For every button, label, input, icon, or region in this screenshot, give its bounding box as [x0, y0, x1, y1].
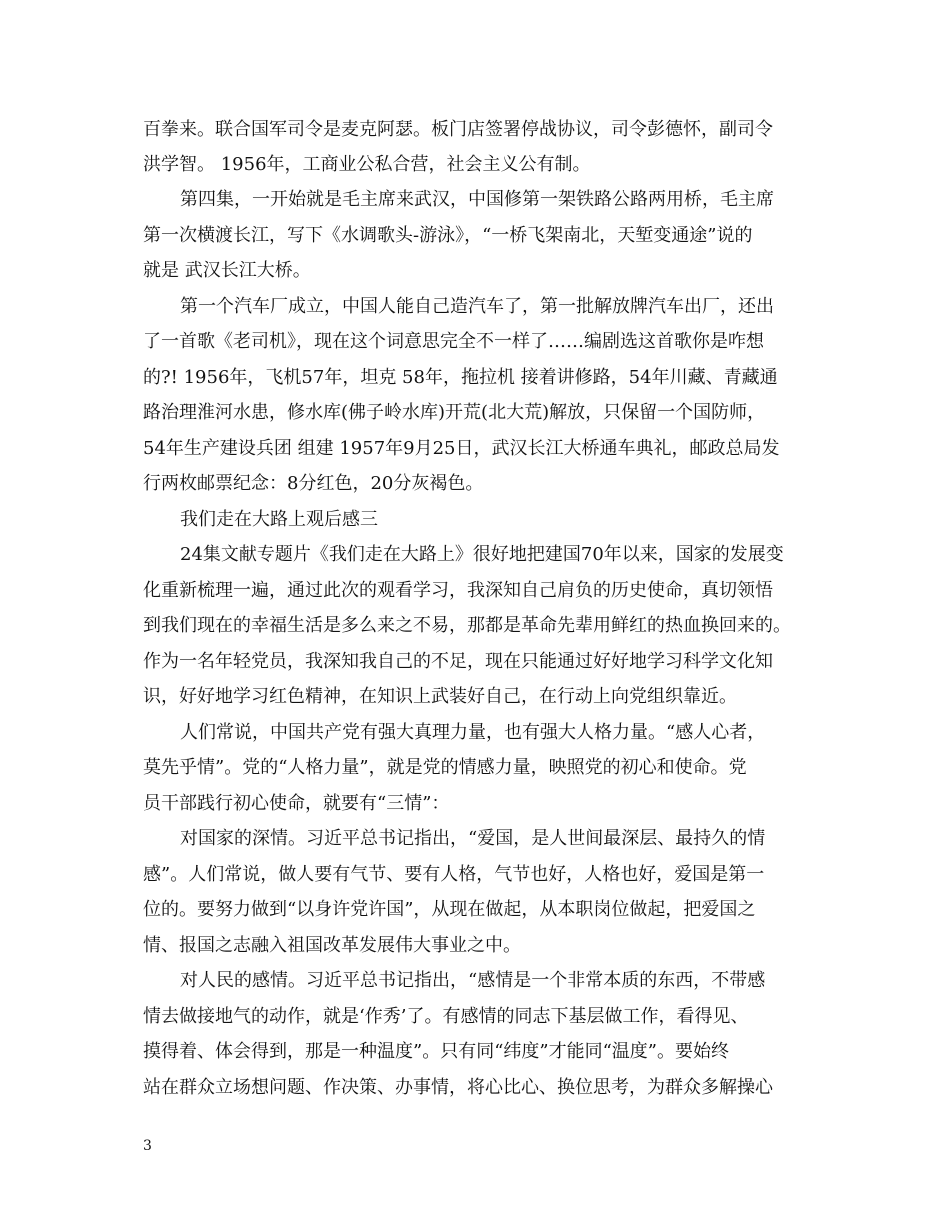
text-line: 54年生产建设兵团 组建 1957年9月25日，武汉长江大桥通车典礼，邮政总局发: [143, 438, 780, 459]
text-line: 到我们现在的幸福生活是多么来之不易，那都是革命先辈用鲜红的热血换回来的。: [143, 615, 791, 636]
text-line: 员干部践行初心使命，就要有“三情”：: [143, 793, 450, 814]
text-line: 行两枚邮票纪念：8分红色，20分灰褐色。: [143, 473, 484, 494]
text-line: 的?! 1956年，飞机57年，坦克 58年，拖拉机 接着讲修路，54年川藏、青藏通: [143, 367, 778, 388]
text-line: 洪学智。 1956年，工商业公私合营，社会主义公有制。: [143, 154, 591, 175]
text-line: 路治理淮河水患，修水库(佛子岭水库)开荒(北大荒)解放，只保留一个国防师，: [143, 402, 766, 423]
paragraph-start: 第一个汽车厂成立，中国人能自己造汽车了，第一批解放牌汽车出厂，还出: [180, 296, 774, 317]
text-line: 感”。人们常说，做人要有气节、要有人格，气节也好，人格也好，爱国是第一: [143, 864, 765, 885]
paragraph-start: 对人民的感情。习近平总书记指出，“感情是一个非常本质的东西，不带感: [180, 970, 766, 991]
text-line: 情、报国之志融入祖国改革发展伟大事业之中。: [143, 935, 521, 956]
text-line: 位的。要努力做到“以身许党许国”，从现在做起，从本职岗位做起，把爱国之: [143, 899, 756, 920]
text-line: 作为一名年轻党员，我深知我自己的不足，现在只能通过好好地学习科学文化知: [143, 651, 773, 672]
text-line: 情去做接地气的动作，就是‘作秀’了。有感情的同志下基层做工作，看得见、: [143, 1006, 749, 1027]
text-line: 就是 武汉长江大桥。: [143, 260, 311, 281]
text-line: 百拳来。联合国军司令是麦克阿瑟。板门店签署停战协议，司令彭德怀，副司令: [143, 119, 773, 140]
text-line: 化重新梳理一遍，通过此次的观看学习，我深知自己肩负的历史使命，真切领悟: [143, 580, 773, 601]
text-line: 了一首歌《老司机》，现在这个词意思完全不一样了……编剧选这首歌你是咋想: [143, 331, 764, 352]
paragraph-start: 第四集，一开始就是毛主席来武汉，中国修第一架铁路公路两用桥，毛主席: [180, 189, 774, 210]
text-line: 站在群众立场想问题、作决策、办事情，将心比心、换位思考，为群众多解操心: [143, 1077, 773, 1098]
section-heading: 我们走在大路上观后感三: [180, 509, 378, 530]
text-line: 莫先乎情”。党的“人格力量”，就是党的情感力量，映照党的初心和使命。党: [143, 757, 747, 778]
text-line: 识，好好地学习红色精神，在知识上武装好自己，在行动上向党组织靠近。: [143, 686, 737, 707]
paragraph-start: 24集文献专题片《我们走在大路上》很好地把建国70年以来，国家的发展变: [180, 544, 784, 565]
paragraph-start: 对国家的深情。习近平总书记指出，“爱国，是人世间最深层、最持久的情: [180, 828, 766, 849]
text-line: 第一次横渡长江，写下《水调歌头-游泳》，“一桥飞架南北，天堑变通途”说的: [143, 225, 753, 246]
page-number: 3: [143, 1138, 152, 1154]
paragraph-start: 人们常说，中国共产党有强大真理力量，也有强大人格力量。“感人心者，: [180, 722, 766, 743]
text-line: 摸得着、体会得到，那是一种温度”。只有同“纬度”才能同“温度”。要始终: [143, 1041, 730, 1062]
